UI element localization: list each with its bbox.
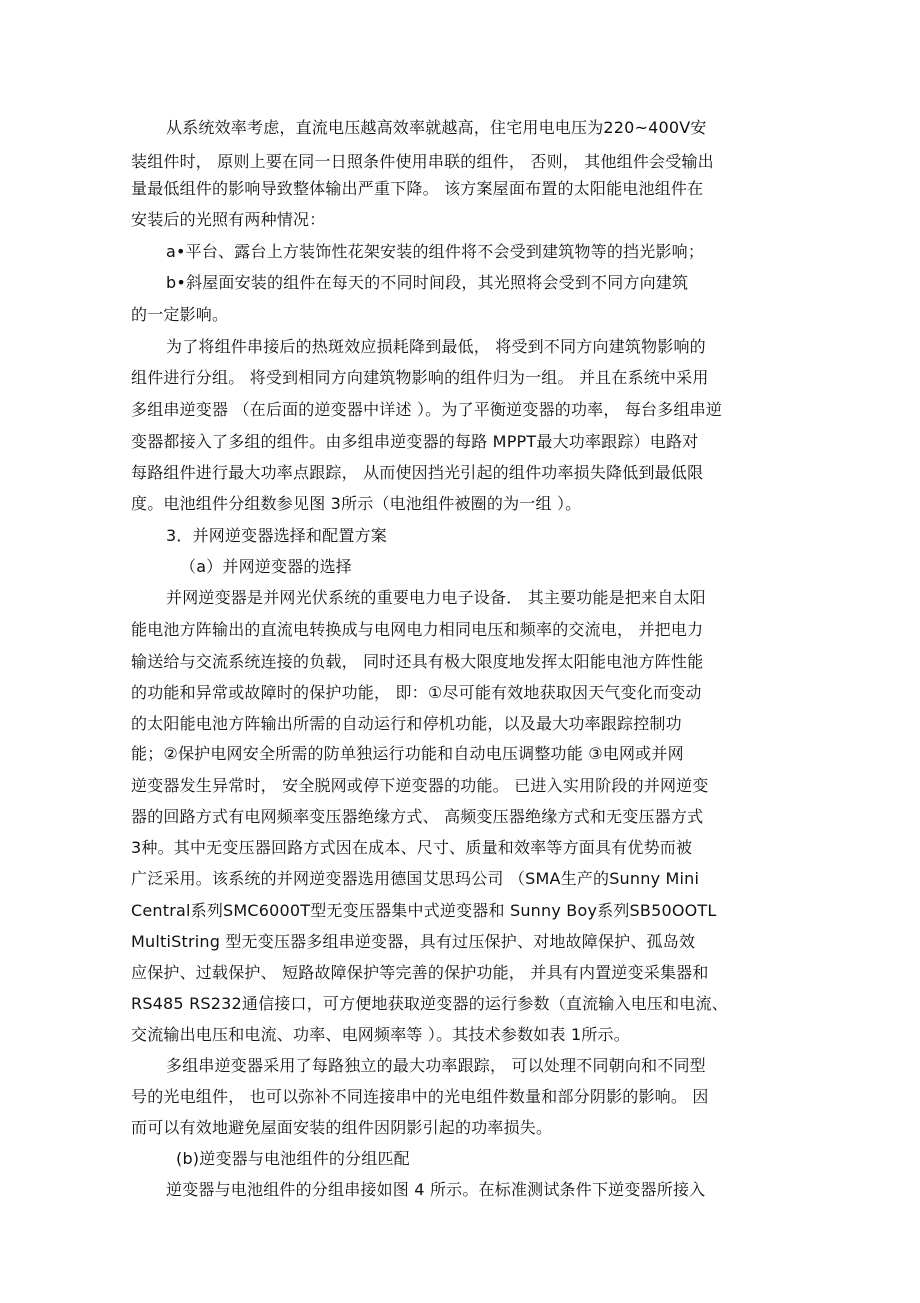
text-line: 广泛采用。该系统的并网逆变器选用德国艾思玛公司 （SMA生产的Sunny Mini bbox=[131, 869, 700, 888]
text-line: a•平台、露台上方装饰性花架安装的组件将不会受到建筑物等的挡光影响； bbox=[166, 242, 705, 261]
text-line: 能电池方阵输出的直流电转换成与电网电力相同电压和频率的交流电， 并把电力 bbox=[131, 620, 704, 639]
text-line: 能；②保护电网安全所需的防单独运行功能和自动电压调整功能 ③电网或并网 bbox=[131, 744, 684, 763]
text-line: 量最低组件的影响导致整体输出严重下降。 该方案屋面布置的太阳能电池组件在 bbox=[131, 179, 704, 198]
text-line: b•斜屋面安装的组件在每天的不同时间段，其光照将会受到不同方向建筑 bbox=[166, 273, 689, 292]
text-line: 装组件时， 原则上要在同一日照条件使用串联的组件， 否则， 其他组件会受输出 bbox=[131, 152, 714, 171]
subsection-heading: (b)逆变器与电池组件的分组匹配 bbox=[176, 1149, 410, 1168]
text-line: MultiString 型无变压器多组串逆变器，具有过压保护、对地故障保护、孤岛效 bbox=[131, 932, 696, 951]
section-heading: 3．并网逆变器选择和配置方案 bbox=[166, 526, 387, 545]
text-line: 器的回路方式有电网频率变压器绝缘方式、 高频变压器绝缘方式和无变压器方式 bbox=[131, 807, 704, 826]
text-line: 多组串逆变器采用了每路独立的最大功率跟踪， 可以处理不同朝向和不同型 bbox=[166, 1056, 706, 1075]
text-line: 多组串逆变器 （在后面的逆变器中详述 ）。为了平衡逆变器的功率， 每台多组串逆 bbox=[131, 400, 723, 419]
text-line: 3种。其中无变压器回路方式因在成本、尺寸、质量和效率等方面具有优势而被 bbox=[131, 838, 693, 857]
text-line: 从系统效率考虑，直流电压越高效率就越高，住宅用电电压为220~400V安 bbox=[166, 118, 707, 137]
text-line: 逆变器发生异常时， 安全脱网或停下逆变器的功能。 已进入实用阶段的并网逆变 bbox=[131, 776, 709, 795]
text-line: 交流输出电压和电流、功率、电网频率等 ）。其技术参数如表 1所示。 bbox=[131, 1025, 630, 1044]
text-line: 为了将组件串接后的热斑效应损耗降到最低， 将受到不同方向建筑物影响的 bbox=[166, 337, 706, 356]
text-line: 逆变器与电池组件的分组串接如图 4 所示。在标准测试条件下逆变器所接入 bbox=[166, 1180, 706, 1199]
subsection-heading: （a）并网逆变器的选择 bbox=[180, 557, 353, 576]
text-line: 度。电池组件分组数参见图 3所示（电池组件被圈的为一组 ）。 bbox=[131, 494, 582, 513]
text-line: 的一定影响。 bbox=[131, 305, 229, 324]
text-line: 的功能和异常或故障时的保护功能， 即：①尽可能有效地获取因天气变化而变动 bbox=[131, 683, 702, 702]
text-line: 变器都接入了多组的组件。由多组串逆变器的每路 MPPT最大功率跟踪）电路对 bbox=[131, 432, 699, 451]
text-line: 安装后的光照有两种情况： bbox=[131, 210, 326, 229]
text-line: 并网逆变器是并网光伏系统的重要电力电子设备． 其主要功能是把来自太阳 bbox=[166, 588, 706, 607]
text-line: 每路组件进行最大功率点跟踪， 从而使因挡光引起的组件功率损失降低到最低限 bbox=[131, 463, 704, 482]
text-line: RS485 RS232通信接口，可方便地获取逆变器的运行参数（直流输入电压和电流、 bbox=[131, 994, 728, 1013]
text-line: 号的光电组件， 也可以弥补不同连接串中的光电组件数量和部分阴影的影响。 因 bbox=[131, 1087, 709, 1106]
text-line: 应保护、过载保护、 短路故障保护等完善的保护功能， 并具有内置逆变采集器和 bbox=[131, 963, 709, 982]
text-line: Central系列SMC6000T型无变压器集中式逆变器和 Sunny Boy系列SB50OOTL bbox=[131, 901, 717, 920]
text-line: 组件进行分组。 将受到相同方向建筑物影响的组件归为一组。 并且在系统中采用 bbox=[131, 368, 709, 387]
text-line: 的太阳能电池方阵输出所需的自动运行和停机功能，以及最大功率跟踪控制功 bbox=[131, 714, 682, 733]
text-line: 输送给与交流系统连接的负载， 同时还具有极大限度地发挥太阳能电池方阵性能 bbox=[131, 652, 704, 671]
text-line: 而可以有效地避免屋面安装的组件因阴影引起的功率损失。 bbox=[131, 1118, 553, 1137]
